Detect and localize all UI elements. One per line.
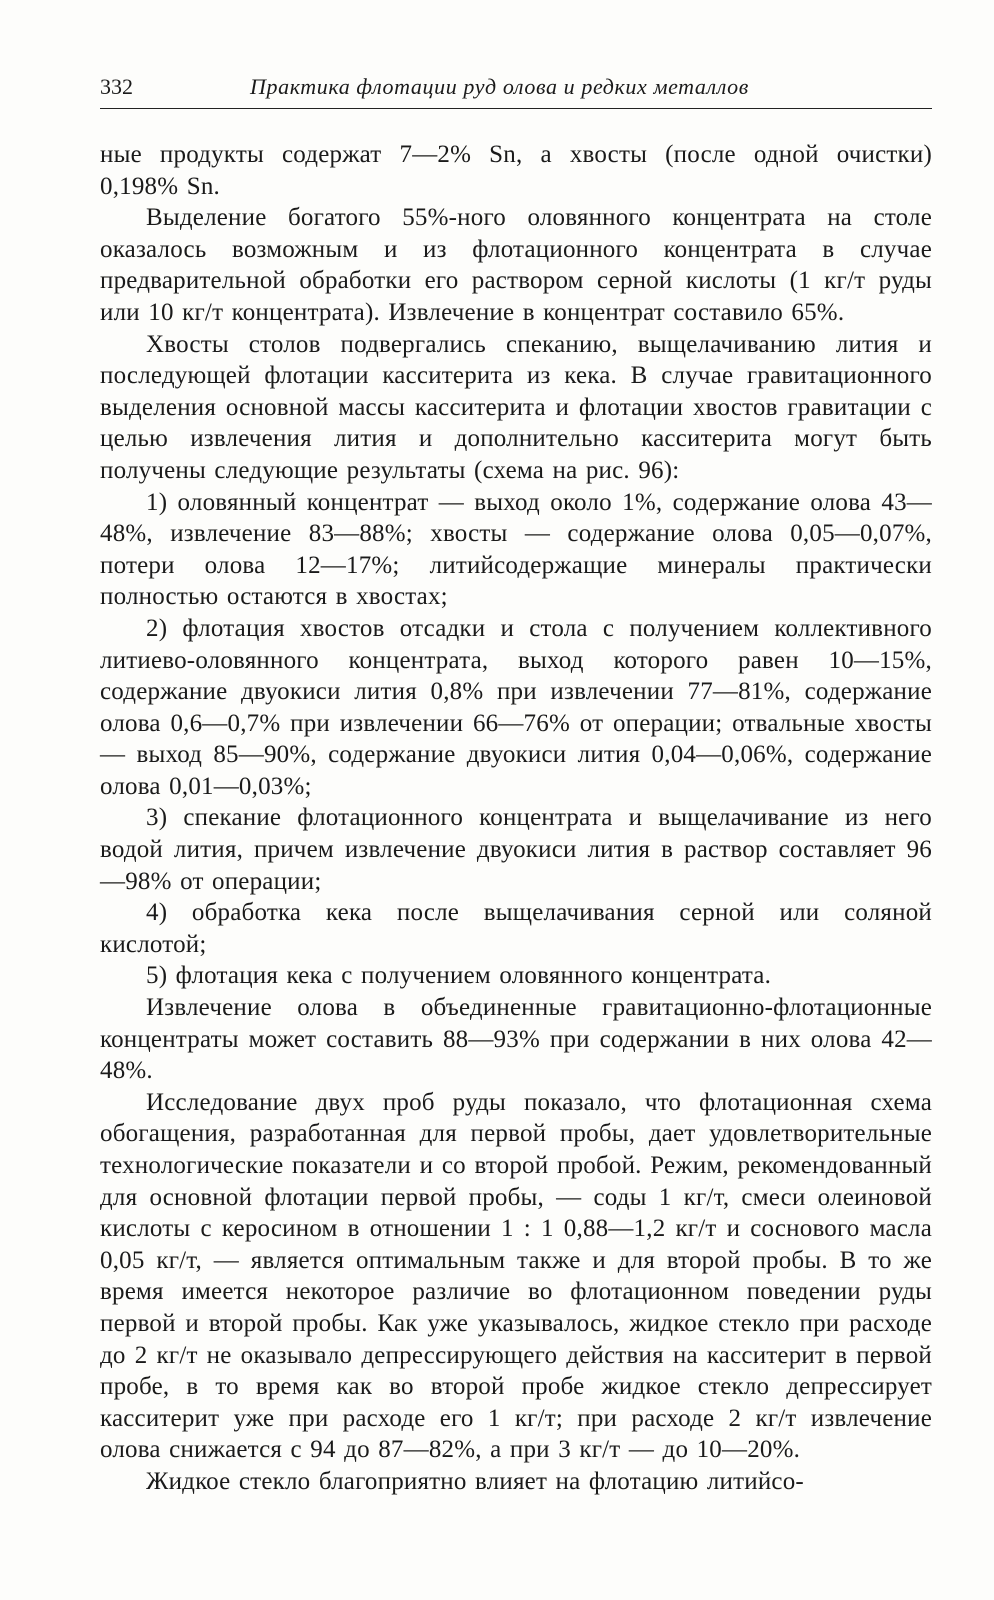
list-item: 2) флотация хвостов отсадки и стола с получением коллективного литиево-оловянного концентрата, выход которого равен 10—15%, содержание двуокиси лития 0,8% при извлечении 77—81%, содержание олова 0,6—0,7% при извлечении 66—76% от операции; отвальные хвосты — выход 85—90%, содержание двуокиси лития 0,04—0,06%, содержание олова 0,01—0,03%; [100,614,932,800]
list-item: 4) обработка кека после выщелачивания серной или соляной кислотой; [100,899,932,958]
paragraph: Выделение богатого 55%-ного оловянного концентрата на столе оказалось возможным и из флотационного концентрата в случае предварительной обработки его раствором серной кислоты (1 кг/т руды или 10 кг/т концентрата). Извлечение в концентрат составило 65%. [100,204,932,326]
book-page [100,72,932,1498]
list-item: 5) флотация кека с получением оловянного концентрата. [146,962,772,990]
paragraph: Извлечение олова в объединенные гравитационно-флотационные концентраты может составить 88—93% при содержании в них олова 42—48%. [100,994,932,1085]
page-number: 332 [100,74,133,99]
running-title: Практика флотации руд олова и редких металлов [250,74,749,99]
list-item: 3) спекание флотационного концентрата и выщелачивание из него водой лития, причем извлечение двуокиси лития в раствор составляет 96—98% от операции; [100,804,932,895]
paragraph: Исследование двух проб руды показало, что флотационная схема обогащения, разработанная для первой пробы, дает удовлетворительные технологические показатели и со второй пробой. Режим, рекомендованный для основной флотации первой пробы, — соды 1 кг/т, смеси олеиновой кислоты с керосином в отношении 1 : 1 0,88—1,2 кг/т и соснового масла 0,05 кг/т, — является оптимальным также и для второй пробы. В то же время имеется некоторое различие во флотационном поведении руды первой и второй пробы. Как уже указывалось, жидкое стекло при расходе до 2 кг/т не оказывало депрессирующего действия на касситерит в первой пробе, в то время как во второй пробе жидкое стекло депрессирует касситерит уже при расходе его 1 кг/т; при расходе 2 кг/т извлечение олова снижается с 94 до 87—82%, а при 3 кг/т — до 10—20%. [100,1088,932,1464]
page-body [100,139,932,1498]
paragraph: Жидкое стекло благоприятно влияет на флотацию литийсо- [146,1467,804,1495]
page-header [100,72,932,109]
paragraph: ные продукты содержат 7—2% Sn, а хвосты (после одной очистки) 0,198% Sn. [100,141,932,200]
list-item: 1) оловянный концентрат — выход около 1%, содержание олова 43—48%, извлечение 83—88%; хвосты — содержание олова 0,05—0,07%, потери олова 12—17%; литийсодержащие минералы практически полностью остаются в хвостах; [100,488,932,611]
paragraph: Хвосты столов подвергались спеканию, выщелачиванию лития и последующей флотации касситерита из кека. В случае гравитационного выделения основной массы касситерита и флотации хвостов гравитации с целью извлечения лития и дополнительно касситерита могут быть получены следующие результаты (схема на рис. 96): [100,330,932,484]
